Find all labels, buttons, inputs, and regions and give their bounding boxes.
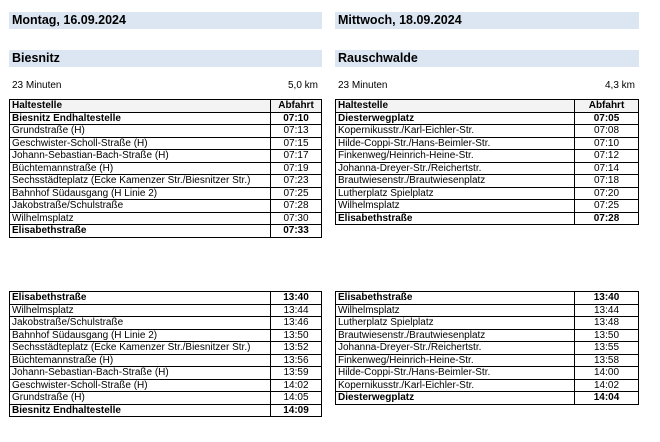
route-area-heading: Biesnitz <box>9 50 322 67</box>
stop-name: Elisabethstraße <box>10 225 271 238</box>
table-row <box>336 150 639 163</box>
departure-time: 13:58 <box>575 354 639 367</box>
stop-name: Lutherplatz Spielplatz <box>336 187 575 200</box>
timetable-header-row <box>336 100 639 113</box>
departure-time: 14:02 <box>575 379 639 392</box>
departure-time: 07:13 <box>271 125 322 138</box>
table-row <box>10 162 322 175</box>
departure-time: 13:40 <box>575 292 639 305</box>
departure-time: 13:56 <box>271 354 322 367</box>
departure-time: 14:00 <box>575 367 639 380</box>
stop-name: Johanna-Dreyer-Str./Reichertstr. <box>336 342 575 355</box>
departure-time: 07:15 <box>271 137 322 150</box>
departure-time: 13:44 <box>271 304 322 317</box>
outbound-rows <box>336 112 639 225</box>
stop-name: Grundstraße (H) <box>10 392 271 405</box>
table-row <box>10 125 322 138</box>
day-date-heading: Montag, 16.09.2024 <box>9 12 322 29</box>
departure-time: 13:46 <box>271 317 322 330</box>
departure-time: 14:09 <box>271 404 322 417</box>
departure-time: 13:50 <box>575 329 639 342</box>
stop-name: Kopernikusstr./Karl-Eichler-Str. <box>336 125 575 138</box>
stop-name: Sechsstädteplatz (Ecke Kamenzer Str./Biesnitzer Str.) <box>10 342 271 355</box>
stop-name: Kopernikusstr./Karl-Eichler-Str. <box>336 379 575 392</box>
header-departure: Abfahrt <box>271 100 322 113</box>
stop-name: Jakobstraße/Schulstraße <box>10 200 271 213</box>
stop-name: Lutherplatz Spielplatz <box>336 317 575 330</box>
table-row <box>10 367 322 380</box>
return-timetable <box>335 291 639 405</box>
table-row <box>10 225 322 238</box>
departure-time: 14:05 <box>271 392 322 405</box>
stop-name: Wilhelmsplatz <box>10 212 271 225</box>
table-row <box>336 379 639 392</box>
departure-time: 14:02 <box>271 379 322 392</box>
stop-name: Elisabethstraße <box>10 292 271 305</box>
table-row <box>10 200 322 213</box>
stop-name: Büchtemannstraße (H) <box>10 162 271 175</box>
table-row <box>10 292 322 305</box>
table-row <box>336 187 639 200</box>
stop-name: Elisabethstraße <box>336 212 575 225</box>
stop-name: Brautwiesenstr./Brautwiesenplatz <box>336 175 575 188</box>
outbound-rows <box>10 112 322 237</box>
departure-time: 07:25 <box>271 187 322 200</box>
table-row <box>10 212 322 225</box>
departure-time: 13:55 <box>575 342 639 355</box>
table-row <box>10 137 322 150</box>
stop-name: Geschwister-Scholl-Straße (H) <box>10 137 271 150</box>
departure-time: 13:59 <box>271 367 322 380</box>
table-row <box>10 112 322 125</box>
departure-time: 07:23 <box>271 175 322 188</box>
table-row <box>336 212 639 225</box>
departure-time: 07:14 <box>575 162 639 175</box>
table-row <box>10 379 322 392</box>
route-distance: 4,3 km <box>604 80 635 91</box>
departure-time: 13:52 <box>271 342 322 355</box>
outbound-timetable <box>335 99 639 225</box>
stop-name: Wilhelmsplatz <box>10 304 271 317</box>
table-row <box>336 304 639 317</box>
table-row <box>10 354 322 367</box>
departure-time: 13:50 <box>271 329 322 342</box>
stop-name: Wilhelmsplatz <box>336 200 575 213</box>
header-departure: Abfahrt <box>575 100 639 113</box>
stop-name: Wilhelmsplatz <box>336 304 575 317</box>
return-timetable <box>9 291 322 417</box>
departure-time: 07:18 <box>575 175 639 188</box>
stop-name: Diesterwegplatz <box>336 392 575 405</box>
table-row <box>336 112 639 125</box>
stop-name: Biesnitz Endhaltestelle <box>10 112 271 125</box>
stop-name: Hilde-Coppi-Str./Hans-Beimler-Str. <box>336 367 575 380</box>
table-row <box>10 150 322 163</box>
table-row <box>10 342 322 355</box>
table-row <box>10 392 322 405</box>
departure-time: 13:44 <box>575 304 639 317</box>
table-row <box>10 329 322 342</box>
departure-time: 07:17 <box>271 150 322 163</box>
timetable-header-row <box>10 100 322 113</box>
table-row <box>10 404 322 417</box>
table-row <box>336 367 639 380</box>
table-row <box>336 392 639 405</box>
departure-time: 07:10 <box>271 112 322 125</box>
departure-time: 07:08 <box>575 125 639 138</box>
return-rows <box>10 292 322 417</box>
departure-time: 07:28 <box>575 212 639 225</box>
stop-name: Johann-Sebastian-Bach-Straße (H) <box>10 150 271 163</box>
day-date-heading: Mittwoch, 18.09.2024 <box>335 12 639 29</box>
table-row <box>336 162 639 175</box>
route-meta <box>338 79 639 93</box>
departure-time: 07:33 <box>271 225 322 238</box>
table-row <box>336 354 639 367</box>
route-duration: 23 Minuten <box>12 80 62 91</box>
departure-time: 14:04 <box>575 392 639 405</box>
table-row <box>336 342 639 355</box>
departure-time: 13:40 <box>271 292 322 305</box>
stop-name: Sechsstädteplatz (Ecke Kamenzer Str./Biesnitzer Str.) <box>10 175 271 188</box>
departure-time: 07:20 <box>575 187 639 200</box>
table-row <box>10 317 322 330</box>
departure-time: 07:05 <box>575 112 639 125</box>
stop-name: Bahnhof Südausgang (H Linie 2) <box>10 187 271 200</box>
route-duration: 23 Minuten <box>338 80 388 91</box>
departure-time: 07:12 <box>575 150 639 163</box>
table-row <box>336 200 639 213</box>
table-row <box>336 175 639 188</box>
stop-name: Finkenweg/Heinrich-Heine-Str. <box>336 150 575 163</box>
stop-name: Diesterwegplatz <box>336 112 575 125</box>
departure-time: 07:28 <box>271 200 322 213</box>
table-row <box>336 317 639 330</box>
outbound-timetable <box>9 99 322 238</box>
stop-name: Hilde-Coppi-Str./Hans-Beimler-Str. <box>336 137 575 150</box>
departure-time: 07:10 <box>575 137 639 150</box>
stop-name: Finkenweg/Heinrich-Heine-Str. <box>336 354 575 367</box>
stop-name: Brautwiesenstr./Brautwiesenplatz <box>336 329 575 342</box>
table-row <box>336 292 639 305</box>
route-area-heading: Rauschwalde <box>335 50 639 67</box>
stop-name: Büchtemannstraße (H) <box>10 354 271 367</box>
departure-time: 07:25 <box>575 200 639 213</box>
table-row <box>10 187 322 200</box>
stop-name: Biesnitz Endhaltestelle <box>10 404 271 417</box>
header-stop: Haltestelle <box>10 100 271 113</box>
table-row <box>10 304 322 317</box>
table-row <box>336 329 639 342</box>
stop-name: Johann-Sebastian-Bach-Straße (H) <box>10 367 271 380</box>
stop-name: Grundstraße (H) <box>10 125 271 138</box>
stop-name: Johanna-Dreyer-Str./Reichertstr. <box>336 162 575 175</box>
table-row <box>336 137 639 150</box>
stop-name: Bahnhof Südausgang (H Linie 2) <box>10 329 271 342</box>
table-row <box>336 125 639 138</box>
departure-time: 07:30 <box>271 212 322 225</box>
stop-name: Jakobstraße/Schulstraße <box>10 317 271 330</box>
departure-time: 13:48 <box>575 317 639 330</box>
table-row <box>10 175 322 188</box>
route-distance: 5,0 km <box>287 80 318 91</box>
stop-name: Geschwister-Scholl-Straße (H) <box>10 379 271 392</box>
route-meta <box>12 79 322 93</box>
header-stop: Haltestelle <box>336 100 575 113</box>
return-rows <box>336 292 639 405</box>
stop-name: Elisabethstraße <box>336 292 575 305</box>
departure-time: 07:19 <box>271 162 322 175</box>
